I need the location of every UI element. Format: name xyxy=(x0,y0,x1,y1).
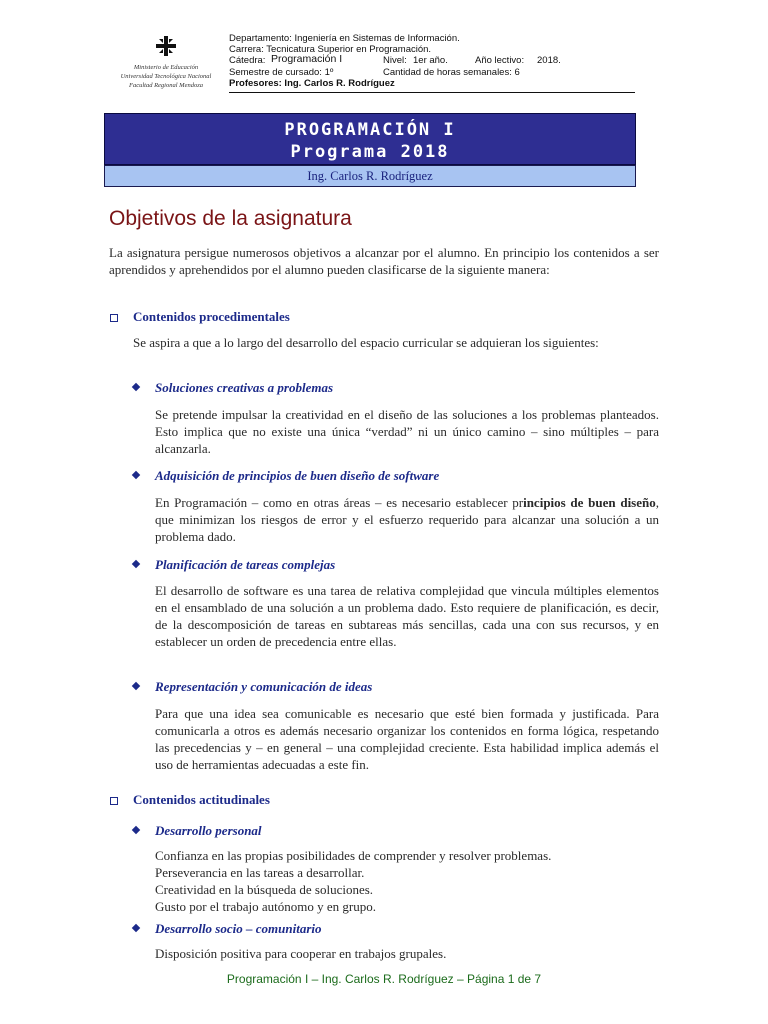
carrera-text: Carrera: Tecnicatura Superior en Programación. xyxy=(229,44,432,56)
desarrollo-personal-list xyxy=(155,847,659,915)
nivel-label: Nivel: xyxy=(383,55,407,67)
item-title-planificacion: Planificación de tareas complejas xyxy=(155,557,336,572)
anio-label: Año lectivo: xyxy=(475,55,525,67)
principios-text-start: En Programación – como en otras áreas – es necesario establecer pr xyxy=(155,495,524,510)
procedimentales-intro: Se aspira a que a lo largo del desarrollo del espacio curricular se adquieran los siguientes: xyxy=(133,335,599,350)
item-title-desarrollo-personal: Desarrollo personal xyxy=(155,823,262,838)
horas-text: Cantidad de horas semanales: 6 xyxy=(383,66,520,78)
item-text-representacion: Para que una idea sea comunicable es necesario que esté bien formada y justificada. Para comunicarla a otros es además necesario organizar los contenidos en forma lógica, respetando las precedencias y – en general – una complejidad creciente. Esta habilidad implica además el uso de herramientas adecuadas a este fin. xyxy=(155,706,659,772)
diamond-bullet-icon xyxy=(132,560,140,568)
procedimentales-title: Contenidos procedimentales xyxy=(133,309,290,324)
list-item: Perseverancia en las tareas a desarrollar. xyxy=(155,865,365,880)
item-title-soluciones: Soluciones creativas a problemas xyxy=(155,380,334,395)
page-footer: Programación I – Ing. Carlos R. Rodríguez – Página 1 de 7 xyxy=(226,972,542,986)
item-title-representacion: Representación y comunicación de ideas xyxy=(155,679,373,694)
departamento-text: Departamento: Ingeniería en Sistemas de Información. xyxy=(229,33,460,44)
profesores-text: Profesores: Ing. Carlos R. Rodríguez xyxy=(229,77,395,89)
item-text-soluciones: Se pretende impulsar la creatividad en el diseño de las soluciones a los problemas planteados. Esto implica que no existe una única “verdad” ni un único camino – sino múltiples – para alcanzarla. xyxy=(155,407,659,456)
header-rule xyxy=(229,92,635,93)
principios-text-end: , que minimizan los riesgos de error y el esfuerzo requerido para alcanzar una solución a un problema dado. xyxy=(155,495,659,544)
item-title-principios: Adquisición de principios de buen diseño de software xyxy=(155,468,440,483)
diamond-bullet-icon xyxy=(132,826,140,834)
list-item: Creatividad en la búsqueda de soluciones. xyxy=(155,882,374,897)
list-item: Gusto por el trabajo autónomo y en grupo. xyxy=(155,899,376,914)
principios-text-bold: incipios de buen diseño xyxy=(523,495,656,510)
item-text-principios xyxy=(155,494,659,545)
course-title: PROGRAMACIÓN I xyxy=(284,120,456,140)
nivel-value: 1er año. xyxy=(413,55,448,67)
anio-value: 2018. xyxy=(537,55,561,67)
catedra-value: Programación I xyxy=(271,53,343,66)
catedra-label: Cátedra: xyxy=(229,55,266,67)
program-year: Programa 2018 xyxy=(290,142,450,162)
item-text-planificacion: El desarrollo de software es una tarea de relativa complejidad que vincula múltiples elementos en el ensamblado de una solución a un problema dado. Esto requiere de planificación, es decir, de la descomposición de tareas en subtareas más sencillas, cada una con sus recursos, y en establecer un orden de precedencia entre ellas. xyxy=(155,583,659,649)
logo-line-ministerio: Ministerio de Educación xyxy=(133,64,199,71)
desarrollo-socio-list xyxy=(155,945,659,962)
header-info xyxy=(229,33,635,89)
semestre-text: Semestre de cursado: 1º xyxy=(229,66,334,78)
square-bullet-icon xyxy=(110,797,118,805)
logo-line-universidad: Universidad Tecnológica Nacional xyxy=(120,73,212,80)
intro-paragraph: La asignatura persigue numerosos objetivos a alcanzar por el alumno. En principio los contenidos a ser aprendidos y aprehendidos por el alumno pueden clasificarse de la siguiente manera: xyxy=(109,245,659,277)
utn-emblem-icon xyxy=(156,36,176,56)
diamond-bullet-icon xyxy=(132,682,140,690)
item-title-desarrollo-socio: Desarrollo socio – comunitario xyxy=(155,921,322,936)
diamond-bullet-icon xyxy=(132,383,140,391)
logo-line-facultad: Facultad Regional Mendoza xyxy=(128,82,203,89)
title-banner xyxy=(104,113,636,165)
list-item: Confianza en las propias posibilidades de comprender y resolver problemas. xyxy=(155,848,552,863)
actitudinales-title: Contenidos actitudinales xyxy=(133,792,270,807)
university-logo xyxy=(112,30,220,96)
diamond-bullet-icon xyxy=(132,471,140,479)
diamond-bullet-icon xyxy=(132,924,140,932)
page-title: Objetivos de la asignatura xyxy=(109,207,352,230)
square-bullet-icon xyxy=(110,314,118,322)
author-banner: Ing. Carlos R. Rodríguez xyxy=(104,165,636,187)
list-item: Disposición positiva para cooperar en trabajos grupales. xyxy=(155,946,447,961)
